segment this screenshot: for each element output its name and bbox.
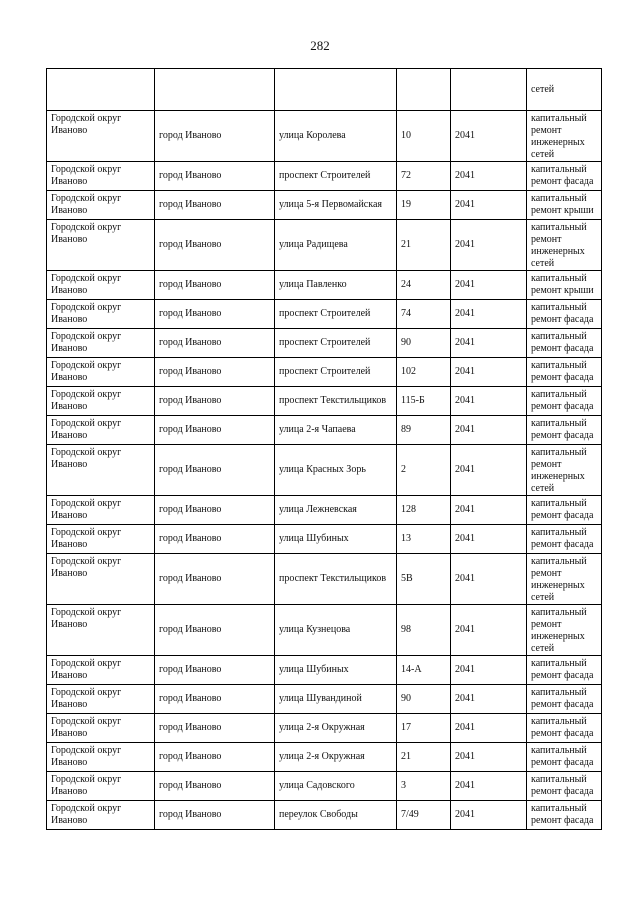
cell-year: 2041 [451,656,527,685]
cell-work-type: капитальный ремонт крыши [527,191,602,220]
cell-year: 2041 [451,358,527,387]
cell-year: 2041 [451,162,527,191]
cell-street: улица Королева [275,111,397,162]
table-row [47,329,602,358]
cell-municipality: Городской округ Иваново [47,271,155,300]
cell-work-type: капитальный ремонт инженерных сетей [527,554,602,605]
table-row [47,743,602,772]
cell-street: улица Шубиных [275,525,397,554]
cell-work-type: капитальный ремонт фасада [527,300,602,329]
cell-municipality: Городской округ Иваново [47,162,155,191]
table-row [47,111,602,162]
cell-house-number: 102 [397,358,451,387]
cell-municipality: Городской округ Иваново [47,191,155,220]
cell-municipality: Городской округ Иваново [47,525,155,554]
repair-schedule-table [46,68,602,830]
cell-year: 2041 [451,801,527,830]
cell-year: 2041 [451,220,527,271]
table-row [47,387,602,416]
table-row [47,801,602,830]
table-row [47,416,602,445]
cell-street: улица Шубиных [275,656,397,685]
cell-year: 2041 [451,271,527,300]
continuation-row [47,69,602,111]
cell-work-type: капитальный ремонт крыши [527,271,602,300]
cell-city: город Иваново [155,743,275,772]
table-row [47,656,602,685]
cell-house-number: 21 [397,220,451,271]
cell-city: город Иваново [155,191,275,220]
cell-empty [397,69,451,111]
cell-work-type: капитальный ремонт фасада [527,656,602,685]
cell-city: город Иваново [155,111,275,162]
cell-house-number: 98 [397,605,451,656]
cell-work-type: капитальный ремонт фасада [527,496,602,525]
cell-city: город Иваново [155,445,275,496]
cell-house-number: 19 [397,191,451,220]
table-row [47,605,602,656]
cell-street: улица 5-я Первомайская [275,191,397,220]
cell-year: 2041 [451,111,527,162]
cell-city: город Иваново [155,525,275,554]
cell-work-type: капитальный ремонт фасада [527,772,602,801]
cell-city: город Иваново [155,714,275,743]
cell-house-number: 13 [397,525,451,554]
cell-year: 2041 [451,445,527,496]
cell-work-type: капитальный ремонт фасада [527,387,602,416]
table-row [47,554,602,605]
cell-municipality: Городской округ Иваново [47,300,155,329]
page-number: 282 [310,38,330,53]
cell-house-number: 3 [397,772,451,801]
cell-year: 2041 [451,554,527,605]
cell-street: улица Лежневская [275,496,397,525]
cell-work-type: капитальный ремонт инженерных сетей [527,220,602,271]
cell-municipality: Городской округ Иваново [47,743,155,772]
cell-street: улица Кузнецова [275,605,397,656]
cell-street: проспект Строителей [275,300,397,329]
cell-house-number: 17 [397,714,451,743]
cell-house-number: 128 [397,496,451,525]
cell-city: город Иваново [155,329,275,358]
cell-empty [275,69,397,111]
cell-work-type: капитальный ремонт фасада [527,358,602,387]
cell-year: 2041 [451,743,527,772]
cell-house-number: 7/49 [397,801,451,830]
cell-city: город Иваново [155,554,275,605]
cell-work-type: капитальный ремонт фасада [527,801,602,830]
cell-house-number: 89 [397,416,451,445]
table-row [47,525,602,554]
cell-city: город Иваново [155,162,275,191]
cell-city: город Иваново [155,685,275,714]
cell-municipality: Городской округ Иваново [47,714,155,743]
continued-work-type: сетей [527,69,602,111]
cell-work-type: капитальный ремонт фасада [527,714,602,743]
cell-work-type: капитальный ремонт фасада [527,743,602,772]
cell-city: город Иваново [155,772,275,801]
cell-year: 2041 [451,329,527,358]
cell-work-type: капитальный ремонт фасада [527,416,602,445]
cell-street: проспект Строителей [275,358,397,387]
cell-year: 2041 [451,416,527,445]
cell-city: город Иваново [155,656,275,685]
cell-municipality: Городской округ Иваново [47,416,155,445]
cell-house-number: 24 [397,271,451,300]
cell-house-number: 5В [397,554,451,605]
cell-year: 2041 [451,605,527,656]
cell-house-number: 2 [397,445,451,496]
cell-house-number: 72 [397,162,451,191]
cell-street: проспект Строителей [275,162,397,191]
cell-municipality: Городской округ Иваново [47,387,155,416]
table-row [47,220,602,271]
cell-street: улица Шувандиной [275,685,397,714]
cell-work-type: капитальный ремонт фасада [527,162,602,191]
table-row [47,445,602,496]
cell-street: улица Павленко [275,271,397,300]
table-row [47,191,602,220]
cell-house-number: 90 [397,685,451,714]
cell-street: проспект Строителей [275,329,397,358]
table-row [47,162,602,191]
cell-city: город Иваново [155,271,275,300]
cell-year: 2041 [451,772,527,801]
cell-city: город Иваново [155,220,275,271]
cell-street: проспект Текстильщиков [275,387,397,416]
cell-house-number: 90 [397,329,451,358]
cell-municipality: Городской округ Иваново [47,554,155,605]
cell-city: город Иваново [155,358,275,387]
cell-municipality: Городской округ Иваново [47,329,155,358]
cell-year: 2041 [451,496,527,525]
cell-municipality: Городской округ Иваново [47,605,155,656]
cell-house-number: 115-Б [397,387,451,416]
cell-city: город Иваново [155,496,275,525]
cell-house-number: 21 [397,743,451,772]
table-row [47,496,602,525]
cell-municipality: Городской округ Иваново [47,445,155,496]
cell-street: переулок Свободы [275,801,397,830]
table-row [47,772,602,801]
table-row [47,271,602,300]
cell-house-number: 14-А [397,656,451,685]
cell-house-number: 10 [397,111,451,162]
cell-work-type: капитальный ремонт инженерных сетей [527,111,602,162]
cell-municipality: Городской округ Иваново [47,801,155,830]
cell-year: 2041 [451,714,527,743]
cell-empty [155,69,275,111]
cell-year: 2041 [451,685,527,714]
cell-year: 2041 [451,525,527,554]
cell-street: улица Радищева [275,220,397,271]
cell-municipality: Городской округ Иваново [47,772,155,801]
cell-empty [451,69,527,111]
cell-street: улица Красных Зорь [275,445,397,496]
cell-city: город Иваново [155,300,275,329]
cell-municipality: Городской округ Иваново [47,111,155,162]
cell-street: улица Садовского [275,772,397,801]
cell-street: улица 2-я Окружная [275,714,397,743]
cell-street: улица 2-я Чапаева [275,416,397,445]
cell-work-type: капитальный ремонт фасада [527,525,602,554]
cell-municipality: Городской округ Иваново [47,358,155,387]
table-row [47,358,602,387]
cell-street: проспект Текстильщиков [275,554,397,605]
cell-municipality: Городской округ Иваново [47,685,155,714]
table-row [47,685,602,714]
cell-city: город Иваново [155,387,275,416]
table-row [47,300,602,329]
cell-year: 2041 [451,191,527,220]
cell-municipality: Городской округ Иваново [47,496,155,525]
cell-work-type: капитальный ремонт фасада [527,685,602,714]
table-row [47,714,602,743]
cell-city: город Иваново [155,801,275,830]
cell-house-number: 74 [397,300,451,329]
cell-municipality: Городской округ Иваново [47,220,155,271]
cell-city: город Иваново [155,416,275,445]
cell-street: улица 2-я Окружная [275,743,397,772]
cell-municipality: Городской округ Иваново [47,656,155,685]
cell-work-type: капитальный ремонт фасада [527,329,602,358]
cell-work-type: капитальный ремонт инженерных сетей [527,445,602,496]
cell-year: 2041 [451,387,527,416]
cell-city: город Иваново [155,605,275,656]
cell-work-type: капитальный ремонт инженерных сетей [527,605,602,656]
cell-year: 2041 [451,300,527,329]
cell-empty [47,69,155,111]
